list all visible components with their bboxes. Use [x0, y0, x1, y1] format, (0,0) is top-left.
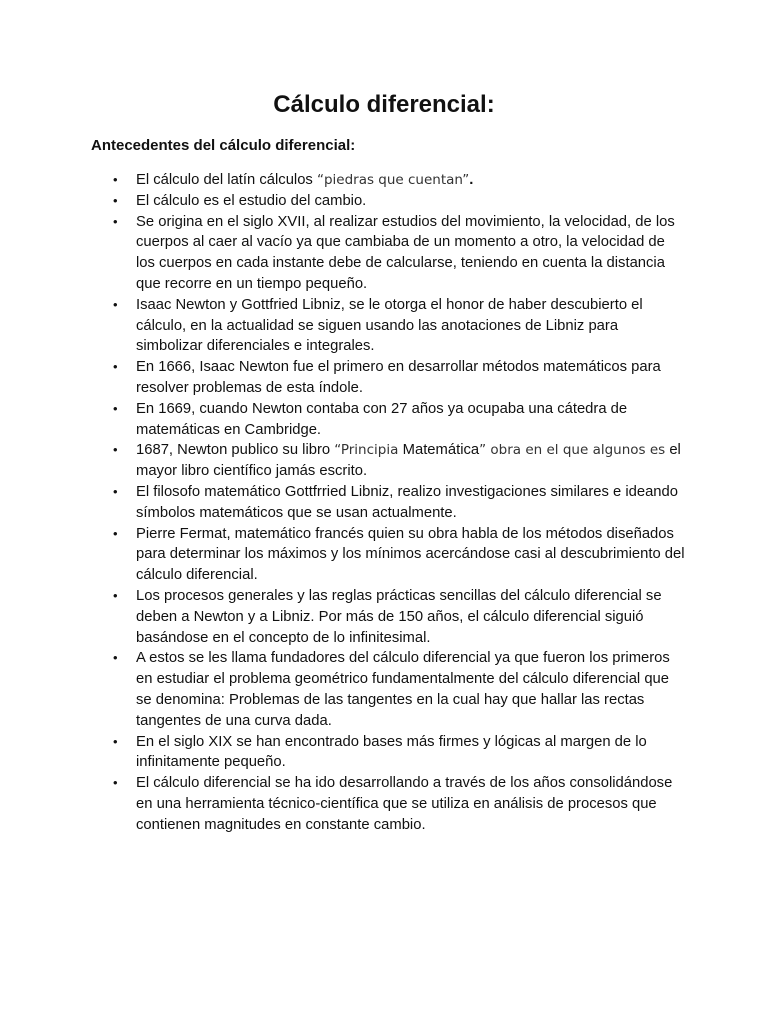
section-heading: Antecedentes del cálculo diferencial: [91, 137, 356, 154]
list-item-text: En el siglo XIX se han encontrado bases más firmes y lógicas al margen de lo infinitamente pequeño. [136, 733, 647, 771]
bullet-icon: • [113, 192, 118, 208]
list-item-text: A estos se les llama fundadores del cálculo diferencial ya que fueron los primeros en estudiar el problema geométrico fundamentalmente del cálculo diferencial que se denomina: Problemas de las tangentes en la cual hay que hallar las rectas tangentes de una curva dada. [136, 650, 670, 729]
bullet-icon: • [113, 775, 118, 791]
bullet-icon: • [113, 400, 118, 416]
bullet-icon: • [113, 733, 118, 749]
list-item [113, 524, 685, 586]
list-item-quote: “Principia [334, 442, 403, 459]
list-item-text: El cálculo del latín cálculos [136, 172, 317, 188]
list-item [113, 773, 685, 835]
list-item [113, 191, 685, 212]
bullet-icon: • [113, 525, 118, 541]
bullet-icon: • [113, 213, 118, 229]
list-item [113, 295, 685, 357]
bullet-list [113, 170, 685, 836]
list-item [113, 482, 685, 524]
list-item-quote: “piedras que cuentan” [316, 172, 470, 188]
list-item [113, 440, 685, 482]
list-item [113, 586, 685, 648]
list-item [113, 212, 685, 295]
list-item-text: En 1666, Isaac Newton fue el primero en desarrollar métodos matemáticos para resolver problemas de esta índole. [136, 359, 661, 396]
list-item [113, 357, 685, 399]
list-item-text: Isaac Newton y Gottfried Libniz, se le otorga el honor de haber descubierto el cálculo, en la actualidad se siguen usando las anotaciones de Libniz para simbolizar diferenciales e integrales. [136, 296, 643, 355]
list-item-text: El filosofo matemático Gottfrried Libniz, realizo investigaciones similares e ideando símbolos matemáticos que se usan actualmente. [136, 483, 678, 521]
list-item [113, 399, 685, 441]
list-item [113, 648, 685, 731]
list-item-text: En 1669, cuando Newton contaba con 27 años ya ocupaba una cátedra de matemáticas en Cambridge. [136, 400, 628, 438]
bullet-icon: • [113, 650, 118, 666]
bullet-icon: • [113, 587, 118, 603]
list-item-quote: ” obra en el que algunos es [479, 442, 666, 459]
list-item-text: el mayor libro científico jamás escrito. [136, 442, 681, 480]
document-title: Cálculo diferencial: [273, 91, 495, 118]
bullet-icon: • [113, 296, 118, 312]
list-item-text: El cálculo diferencial se ha ido desarrollando a través de los años consolidándose en una herramienta técnico-científica que se utiliza en análisis de procesos que contienen magnitudes en constante cambio. [136, 775, 673, 833]
list-item-text: El cálculo es el estudio del cambio. [136, 192, 367, 209]
list-item-text: . [469, 172, 474, 188]
bullet-icon: • [113, 483, 118, 499]
list-item-text: 1687, Newton publico su libro [136, 442, 335, 459]
list-item-text: Se origina en el siglo XVII, al realizar estudios del movimiento, la velocidad, de los cuerpos al caer al vacío ya que cambiaba de un momento a otro, la velocidad de los cuerpos en cada instante debe de calcularse, teniendo en cuenta la distancia que recorre en un tiempo pequeño. [136, 213, 675, 292]
list-item-text: Los procesos generales y las reglas prácticas sencillas del cálculo diferencial se deben a Newton y a Libniz. Por más de 150 años, el cálculo diferencial siguió basándose en el concepto de lo infinitesimal. [136, 587, 662, 646]
bullet-icon: • [113, 172, 118, 187]
list-item-text: Matemática [402, 442, 480, 459]
bullet-icon: • [113, 442, 118, 458]
list-item-text: Pierre Fermat, matemático francés quien su obra habla de los métodos diseñados para determinar los máximos y los mínimos acercándose casi al descubrimiento del cálculo diferencial. [136, 525, 685, 584]
bullet-icon: • [113, 359, 118, 375]
list-item [113, 732, 685, 774]
list-item [113, 170, 685, 191]
